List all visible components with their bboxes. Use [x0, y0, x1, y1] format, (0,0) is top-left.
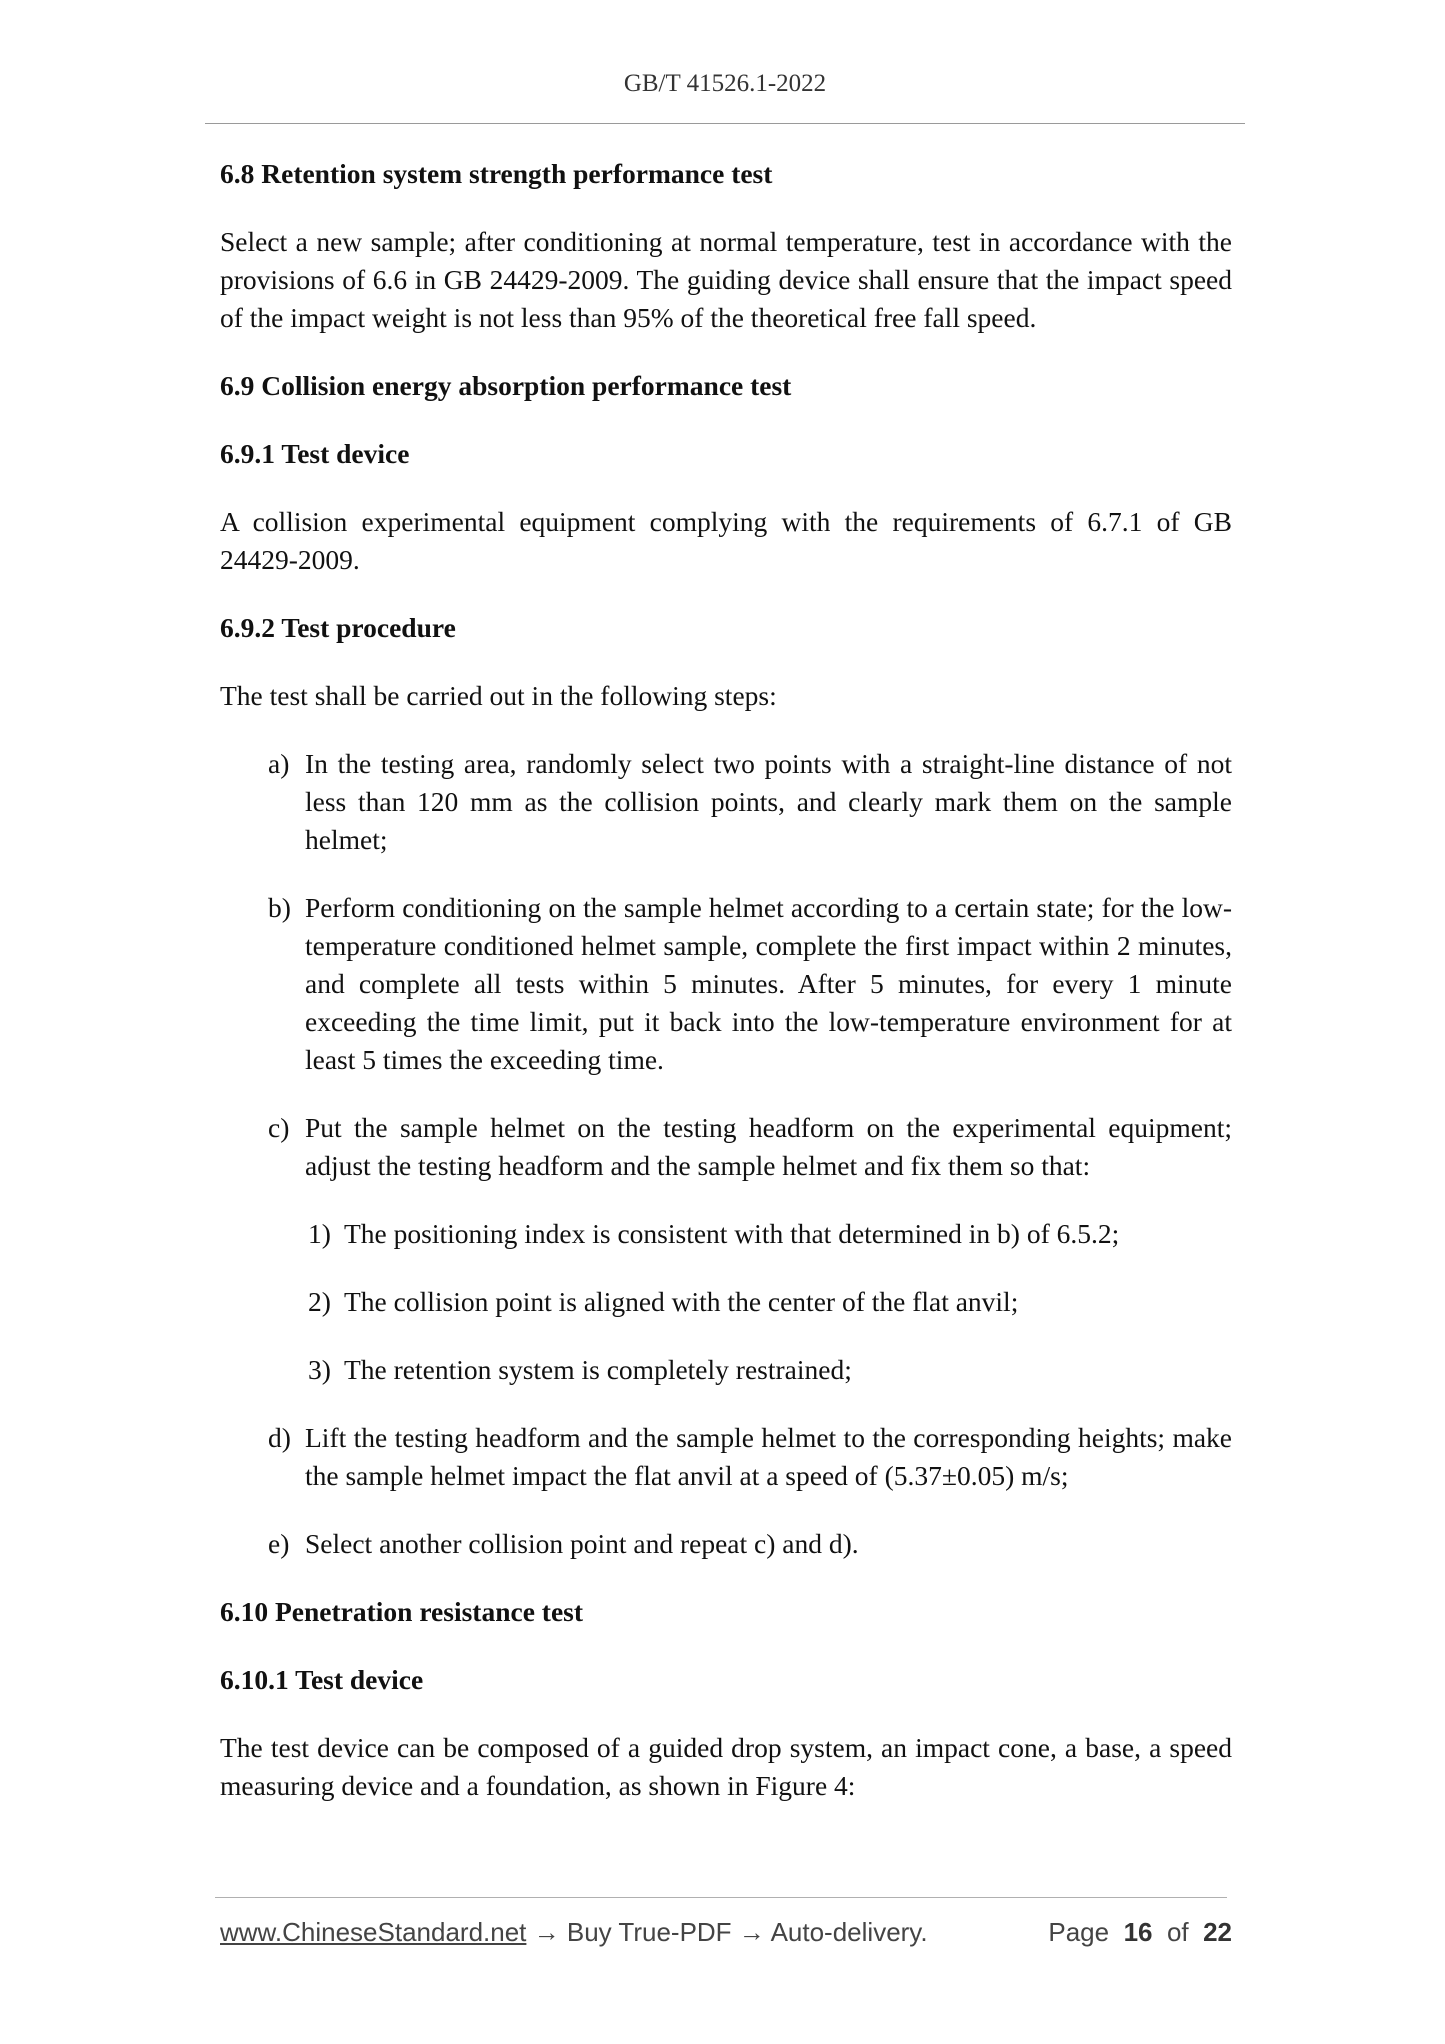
of-word: of — [1166, 1917, 1189, 1947]
list-item-label: d) — [268, 1422, 291, 1453]
list-item-text: Put the sample helmet on the testing headform on the experimental equipment; adjust the testing headform and the sample helmet and fix them so that: — [305, 1112, 1232, 1181]
section-6-9-2-intro: The test shall be carried out in the following steps: — [220, 680, 777, 711]
list-item-text: In the testing area, randomly select two points with a straight-line distance of not less than 120 mm as the collision points, and clearly mark them on the sample helmet; — [305, 748, 1232, 855]
website-link[interactable]: www.ChineseStandard.net — [220, 1917, 527, 1947]
header-doc-id: GB/T 41526.1-2022 — [623, 70, 827, 97]
list-item — [220, 1109, 1232, 1185]
page-total: 22 — [1203, 1917, 1232, 1947]
list-item-label: c) — [268, 1112, 290, 1143]
list-item-label: a) — [268, 748, 290, 779]
sub-list-item — [220, 1215, 1232, 1253]
document-body — [220, 155, 1232, 1835]
list-item — [220, 889, 1232, 1079]
section-6-9-1-paragraph: A collision experimental equipment complying with the requirements of 6.7.1 of GB 24429-2009. — [220, 506, 1232, 575]
sub-list-item-label: 3) — [308, 1354, 331, 1385]
list-item-text: Perform conditioning on the sample helmet according to a certain state; for the low-temperature conditioned helmet sample, complete the first impact within 2 minutes, and complete all tests within 5 minutes. After 5 minutes, for every 1 minute exceeding the time limit, put it back into the low-temperature environment for at least 5 times the exceeding time. — [305, 892, 1232, 1075]
section-6-8-heading: 6.8 Retention system strength performance test — [220, 158, 773, 189]
section-6-9-heading: 6.9 Collision energy absorption performance test — [220, 370, 792, 401]
section-6-9-2-heading: 6.9.2 Test procedure — [220, 612, 456, 643]
list-item-label: e) — [268, 1528, 290, 1559]
footer-tagline: → Buy True-PDF → Auto-delivery. — [526, 1917, 928, 1947]
page-word: Page — [1048, 1917, 1110, 1947]
sub-list-item-text: The retention system is completely restrained; — [344, 1354, 852, 1385]
footer-divider — [215, 1897, 1227, 1898]
footer — [220, 1917, 1232, 1948]
section-6-8-paragraph: Select a new sample; after conditioning at normal temperature, test in accordance with the provisions of 6.6 in GB 24429-2009. The guiding device shall ensure that the impact speed of the impact weight is not less than 95% of the theoretical free fall speed. — [220, 226, 1232, 333]
list-item — [220, 745, 1232, 859]
list-item — [220, 1525, 1232, 1563]
section-6-9-1-heading: 6.9.1 Test device — [220, 438, 410, 469]
sub-list-item — [220, 1283, 1232, 1321]
list-item — [220, 1419, 1232, 1495]
list-item-text: Lift the testing headform and the sample helmet to the corresponding heights; make the sample helmet impact the flat anvil at a speed of (5.37±0.05) m/s; — [305, 1422, 1232, 1491]
section-6-10-heading: 6.10 Penetration resistance test — [220, 1596, 584, 1627]
header-divider — [205, 123, 1245, 124]
section-6-10-1-heading: 6.10.1 Test device — [220, 1664, 424, 1695]
sub-list-item-label: 1) — [308, 1218, 331, 1249]
page-indicator — [1048, 1917, 1232, 1948]
sub-list-item-text: The collision point is aligned with the center of the flat anvil; — [344, 1286, 1019, 1317]
page-number: 16 — [1123, 1917, 1153, 1947]
sub-list-item-label: 2) — [308, 1286, 331, 1317]
sub-list-item — [220, 1351, 1232, 1389]
list-item-text: Select another collision point and repeat c) and d). — [305, 1528, 859, 1559]
section-6-10-1-paragraph: The test device can be composed of a guided drop system, an impact cone, a base, a speed measuring device and a foundation, as shown in Figure 4: — [220, 1732, 1232, 1801]
sub-list-item-text: The positioning index is consistent with that determined in b) of 6.5.2; — [344, 1218, 1120, 1249]
list-item-label: b) — [268, 892, 291, 923]
